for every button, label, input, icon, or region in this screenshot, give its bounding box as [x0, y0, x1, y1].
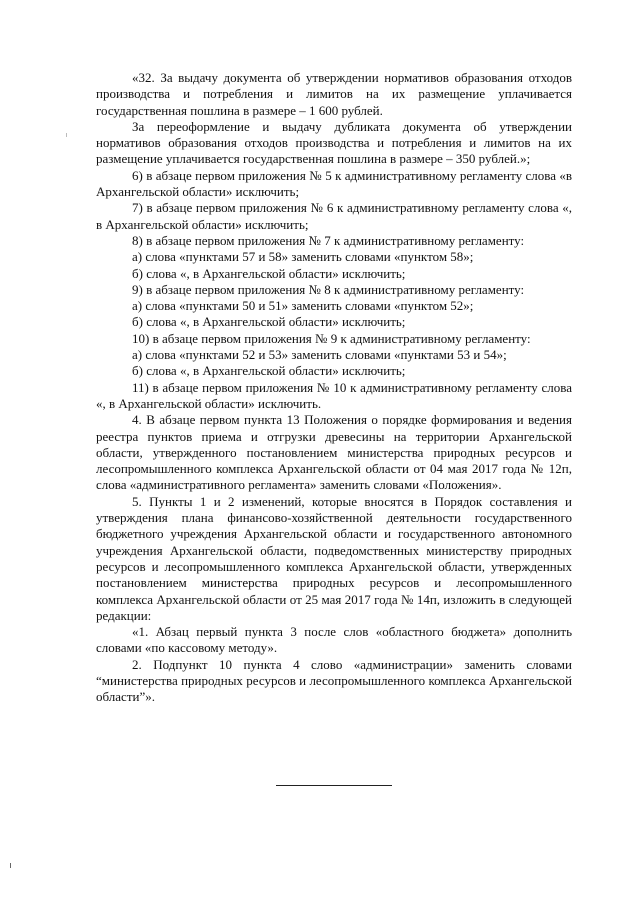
paragraph-item-6: 6) в абзаце первом приложения № 5 к административному регламенту слова «в Архангельской области» исключить; [96, 167, 572, 200]
paragraph-point-4: 4. В абзаце первом пункта 13 Положения о порядке формирования и ведения реестра пунктов приема и отгрузки древесины на территории Архангельской области, утвержденного постановлением министерства природных ресурсов и лесопромышленного комплекса Архангельской области от 04 мая 2017 года № 12п, слова «административного регламента» заменить словами «Положения». [96, 412, 572, 493]
paragraph-new-item-2: 2. Подпункт 10 пункта 4 слово «администрации» заменить словами “министерства природных ресурсов и лесопромышленного комплекса Архангельской области”». [96, 656, 572, 705]
paragraph-new-item-1: «1. Абзац первый пункта 3 после слов «областного бюджета» дополнить словами «по кассовому методу». [96, 624, 572, 656]
closing-divider-line [276, 785, 392, 786]
scan-mark [10, 863, 11, 868]
paragraph-fee-reissue: За переоформление и выдачу дубликата документа об утверждении нормативов образования отходов производства и потребления и лимитов на их размещение уплачивается государственная пошлина в размере – 350 рублей.»; [96, 118, 572, 167]
paragraph-item-7: 7) в абзаце первом приложения № 6 к административному регламенту слова «, в Архангельской области» исключить; [96, 200, 572, 232]
paragraph-fee-issuance: «32. За выдачу документа об утверждении нормативов образования отходов производства и потребления и лимитов на их размещение уплачивается государственная пошлина в размере – 1 600 рублей. [96, 70, 572, 118]
paragraph-item-8b: б) слова «, в Архангельской области» исключить; [132, 265, 406, 281]
paragraph-item-9b: б) слова «, в Архангельской области» исключить; [132, 314, 406, 330]
paragraph-item-9: 9) в абзаце первом приложения № 8 к административному регламенту: [132, 281, 525, 297]
paragraph-item-8a: а) слова «пунктами 57 и 58» заменить словами «пунктом 58»; [132, 249, 474, 265]
paragraph-item-11: 11) в абзаце первом приложения № 10 к административному регламенту слова «, в Архангельской области» исключить. [96, 379, 572, 411]
paragraph-point-5: 5. Пункты 1 и 2 изменений, которые вносятся в Порядок составления и утверждения плана финансово-хозяйственной деятельности государственного бюджетного учреждения Архангельской области и государственного автономного учреждения Архангельской области, подведомственных министерству природных ресурсов и лесопромышленного комплекса Архангельской области, утвержденных постановлением министерства природных ресурсов и лесопромышленного комплекса Архангельской области от 25 мая 2017 года № 14п, изложить в следующей редакции: [96, 493, 572, 623]
scan-mark [66, 133, 67, 137]
paragraph-item-9a: а) слова «пунктами 50 и 51» заменить словами «пунктом 52»; [132, 298, 474, 314]
paragraph-item-8: 8) в абзаце первом приложения № 7 к административному регламенту: [132, 232, 525, 248]
paragraph-item-10: 10) в абзаце первом приложения № 9 к административному регламенту: [132, 330, 531, 346]
paragraph-item-10b: б) слова «, в Архангельской области» исключить; [132, 363, 406, 379]
document-body [96, 70, 572, 706]
paragraph-item-10a: а) слова «пунктами 52 и 53» заменить словами «пунктами 53 и 54»; [132, 347, 507, 363]
